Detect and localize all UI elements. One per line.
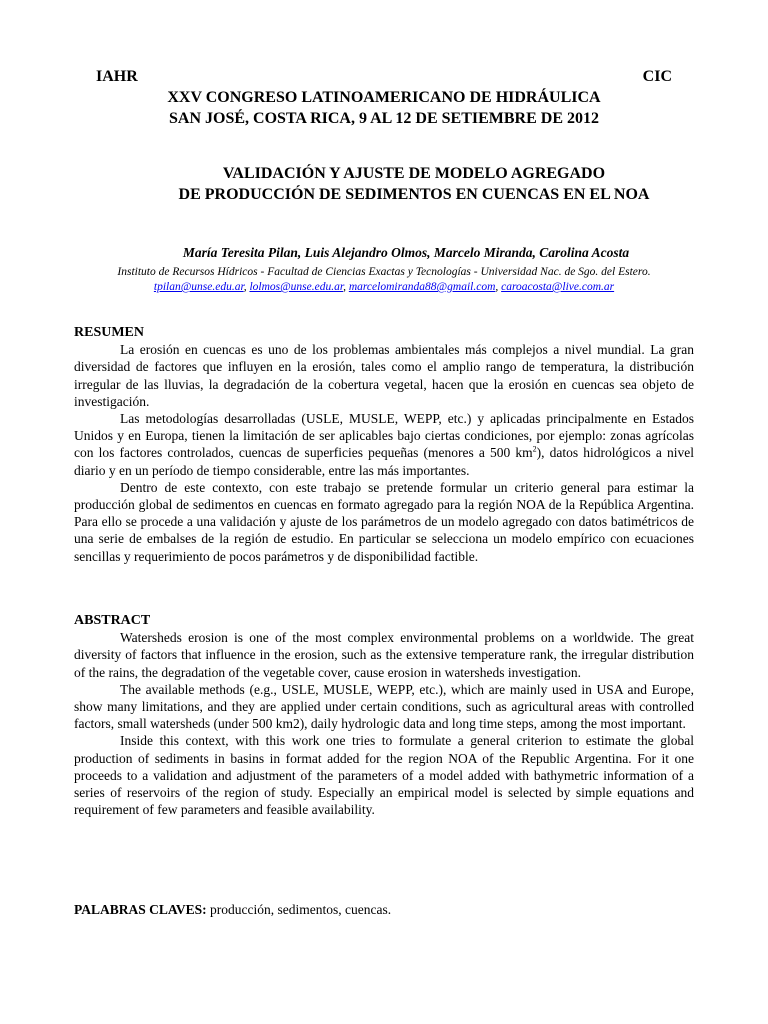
email-link[interactable]: caroacosta@live.com.ar	[501, 281, 615, 293]
email-separator: ,	[343, 281, 349, 293]
resumen-p2-text: Las metodologías desarrolladas (USLE, MUSLE, WEPP, etc.) y aplicadas principalmente en Estados Unidos y en Europa, tienen la limitación de ser aplicables bajo ciertas condiciones, por ejemplo: zonas agrícolas con los factores controlados, cuencas de superficies pequeñas (menores a 500 km	[74, 411, 694, 461]
email-link[interactable]: lolmos@unse.edu.ar	[249, 281, 344, 293]
paper-title-line-2: DE PRODUCCIÓN DE SEDIMENTOS EN CUENCAS EN EL NOA	[178, 186, 650, 203]
resumen-p2-text-end: ), datos hidrológicos a nivel diario y en un período de tiempo considerable, entre las más importantes.	[74, 445, 694, 478]
abstract-paragraph-1: Watersheds erosion is one of the most complex environmental problems on a worldwide. The great diversity of factors that influence in the erosion, such as the extensive temperature rank, the irregular distribution of the rains, the degradation of the vegetable cover, cause erosion in watersheds investigation.	[74, 630, 694, 680]
email-list	[0, 281, 768, 293]
keywords-label: PALABRAS CLAVES:	[74, 902, 207, 917]
email-separator: ,	[495, 281, 502, 293]
author-list: María Teresita Pilan, Luis Alejandro Olmos, Marcelo Miranda, Carolina Acosta	[182, 245, 630, 260]
resumen-paragraph-3: Dentro de este contexto, con este trabajo se pretende formular un criterio general para estimar la producción global de sedimentos en cuencas en formato agregado para la región NOA de la República Argentina. Para ello se procede a una validación y ajuste de los parámetros de un modelo agregado con datos batimétricos de una serie de embalses de la región de estudio. En particular se selecciona un modelo empírico con ecuaciones sencillas y requerimiento de pocos parámetros y de disponibilidad factible.	[74, 479, 694, 564]
congress-name: XXV CONGRESO LATINOAMERICANO DE HIDRÁULICA	[167, 89, 601, 106]
superscript: 2	[532, 444, 537, 454]
resumen-heading: RESUMEN	[74, 325, 145, 340]
abstract-paragraph-3: Inside this context, with this work one tries to formulate a general criterion to estimate the global production of sediments in basins in format added for the region NOA of the Republic Argentina. For it one proceeds to a validation and adjustment of the parameters of a model added with bathymetric information of a series of reservoirs of the region of study. Especially an empirical model is selected by simple equations and requirement of few parameters and feasible availability.	[74, 733, 694, 818]
email-link[interactable]: marcelomiranda88@gmail.com	[348, 281, 496, 293]
abstract-section	[74, 612, 694, 818]
email-link[interactable]: tpilan@unse.edu.ar	[153, 281, 244, 293]
institution: Instituto de Recursos Hídricos - Facultad de Ciencias Exactas y Tecnologías - Universidad Nac. de Sgo. del Estero.	[117, 266, 651, 278]
header-right: CIC	[642, 68, 672, 85]
keywords-line	[74, 902, 391, 918]
header-left: IAHR	[96, 68, 138, 85]
keywords-value: producción, sedimentos, cuencas.	[206, 902, 392, 917]
abstract-paragraph-2: The available methods (e.g., USLE, MUSLE, WEPP, etc.), which are mainly used in USA and Europe, show many limitations, and they are applied under certain conditions, such as agricultural areas with controlled factors, small watersheds (under 500 km2), daily hydrologic data and long time steps, among the most important.	[74, 681, 694, 732]
email-separator: ,	[243, 281, 250, 293]
running-header	[96, 68, 672, 88]
resumen-paragraph-2	[74, 410, 694, 479]
resumen-section	[74, 324, 694, 565]
resumen-paragraph-1: La erosión en cuencas es uno de los problemas ambientales más complejos a nivel mundial. La gran diversidad de factores que influyen en la erosión, tales como el amplio rango de temperatura, la distribución irregular de las lluvias, la degradación de la cobertura vegetal, hacen que la erosión en cuencas sea objeto de investigación.	[74, 342, 694, 409]
abstract-heading: ABSTRACT	[74, 613, 151, 628]
paper-title-line-1: VALIDACIÓN Y AJUSTE DE MODELO AGREGADO	[222, 165, 606, 182]
congress-location: SAN JOSÉ, COSTA RICA, 9 AL 12 DE SETIEMBRE DE 2012	[168, 110, 600, 127]
